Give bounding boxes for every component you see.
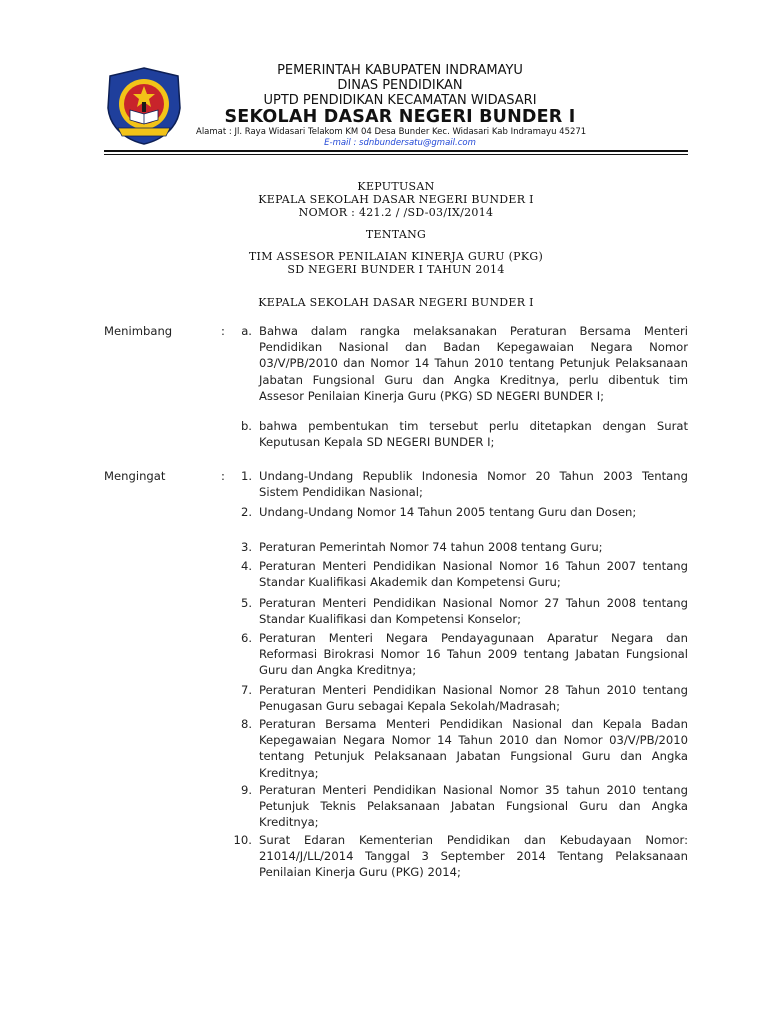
list-item-text: Peraturan Menteri Pendidikan Nasional Nomor 16 Tahun 2007 tentang Standar Kualifikasi Akademik dan Kompetensi Guru; (259, 559, 688, 590)
list-item-marker: a. (241, 324, 252, 338)
list-item-text: Peraturan Menteri Negara Pendayagunaan Aparatur Negara dan Reformasi Birokrasi Nomor 16 Tahun 2009 tentang Jabatan Fungsional Guru dan Angka Kreditnya; (259, 631, 688, 678)
list-item-marker: 8. (240, 717, 252, 731)
section-label-menimbang: Menimbang (104, 324, 173, 338)
list-item-text: Peraturan Bersama Menteri Pendidikan Nasional dan Kepala Badan Kepegawaian Negara Nomor 14 Tahun 2010 dan Nomor 03/V/PB/2010 tentang Petunjuk Pelaksanaan Jabatan Fungsional Guru dan Angka Kreditnya; (259, 717, 688, 780)
letterhead-email: E-mail : sdnbundersatu@gmail.com (324, 138, 476, 148)
doc-title-subject: TIM ASSESOR PENILAIAN KINERJA GURU (PKG) (248, 250, 544, 263)
school-crest-emblem-icon (104, 66, 184, 146)
list-item-marker: 4. (240, 559, 252, 573)
list-item-marker: 5. (240, 596, 252, 610)
list-item-marker: 10. (233, 833, 252, 847)
list-item-text: bahwa pembentukan tim tersebut perlu ditetapkan dengan Surat Keputusan Kepala SD NEGERI BUNDER I; (259, 419, 688, 450)
list-item-text: Peraturan Menteri Pendidikan Nasional Nomor 35 tahun 2010 tentang Petunjuk Teknis Pelaksanaan Jabatan Fungsional Guru dan Angka Kreditnya; (259, 783, 688, 830)
letterhead-address: Alamat : Jl. Raya Widasari Telakom KM 04 Desa Bunder Kec. Widasari Kab Indramayu 45271 (196, 127, 587, 137)
doc-title-issuer-repeat: KEPALA SEKOLAH DASAR NEGERI BUNDER I (258, 296, 534, 309)
list-item-text: Peraturan Menteri Pendidikan Nasional Nomor 28 Tahun 2010 tentang Penugasan Guru sebagai Kepala Sekolah/Madrasah; (259, 683, 688, 714)
list-item-text: Peraturan Pemerintah Nomor 74 tahun 2008 tentang Guru; (259, 540, 603, 554)
list-item-marker: b. (240, 419, 252, 433)
section-colon-mengingat: : (221, 469, 225, 483)
list-item-text: Peraturan Menteri Pendidikan Nasional Nomor 27 Tahun 2008 tentang Standar Kualifikasi dan Kompetensi Konselor; (259, 596, 688, 627)
doc-title-number: NOMOR : 421.2 / /SD-03/IX/2014 (298, 206, 494, 219)
letterhead-rule-thick (104, 150, 688, 152)
doc-title-subject-school: SD NEGERI BUNDER I TAHUN 2014 (287, 263, 505, 276)
section-colon-menimbang: : (221, 324, 225, 338)
list-item-text: Undang-Undang Republik Indonesia Nomor 20 Tahun 2003 Tentang Sistem Pendidikan Nasional; (259, 469, 688, 500)
doc-title-tentang: TENTANG (365, 228, 427, 241)
list-item-marker: 1. (240, 469, 252, 483)
letterhead-uptd: UPTD PENDIDIKAN KECAMATAN WIDASARI (263, 93, 537, 108)
doc-title-keputusan: KEPUTUSAN (357, 180, 435, 193)
letterhead-department: DINAS PENDIDIKAN (337, 78, 463, 93)
list-item-marker: 2. (240, 505, 252, 519)
letterhead-school-name: SEKOLAH DASAR NEGERI BUNDER I (224, 107, 576, 127)
list-item-text: Surat Edaran Kementerian Pendidikan dan Kebudayaan Nomor: 21014/J/LL/2014 Tanggal 3 September 2014 Tentang Pelaksanaan Penilaian Kinerja Guru (PKG) 2014; (259, 833, 688, 880)
list-item-marker: 9. (240, 783, 252, 797)
doc-title-issuer: KEPALA SEKOLAH DASAR NEGERI BUNDER I (258, 193, 534, 206)
letterhead-government: PEMERINTAH KABUPATEN INDRAMAYU (277, 63, 523, 78)
section-label-mengingat: Mengingat (104, 469, 166, 483)
list-item-marker: 7. (240, 683, 252, 697)
list-item-marker: 6. (240, 631, 252, 645)
list-item-text: Undang-Undang Nomor 14 Tahun 2005 tentang Guru dan Dosen; (259, 505, 637, 519)
list-item-marker: 3. (240, 540, 252, 554)
list-item-text: Bahwa dalam rangka melaksanakan Peraturan Bersama Menteri Pendidikan Nasional dan Badan Kepegawaian Negara Nomor 03/V/PB/2010 dan Nomor 14 Tahun 2010 tentang Petunjuk Pelaksanaan Jabatan Fungsional Guru dan Angka Kreditnya, perlu dibentuk tim Assesor Penilaian Kinerja Guru (PKG) SD NEGERI BUNDER I; (259, 324, 688, 403)
letterhead-rule-thin (104, 154, 688, 155)
